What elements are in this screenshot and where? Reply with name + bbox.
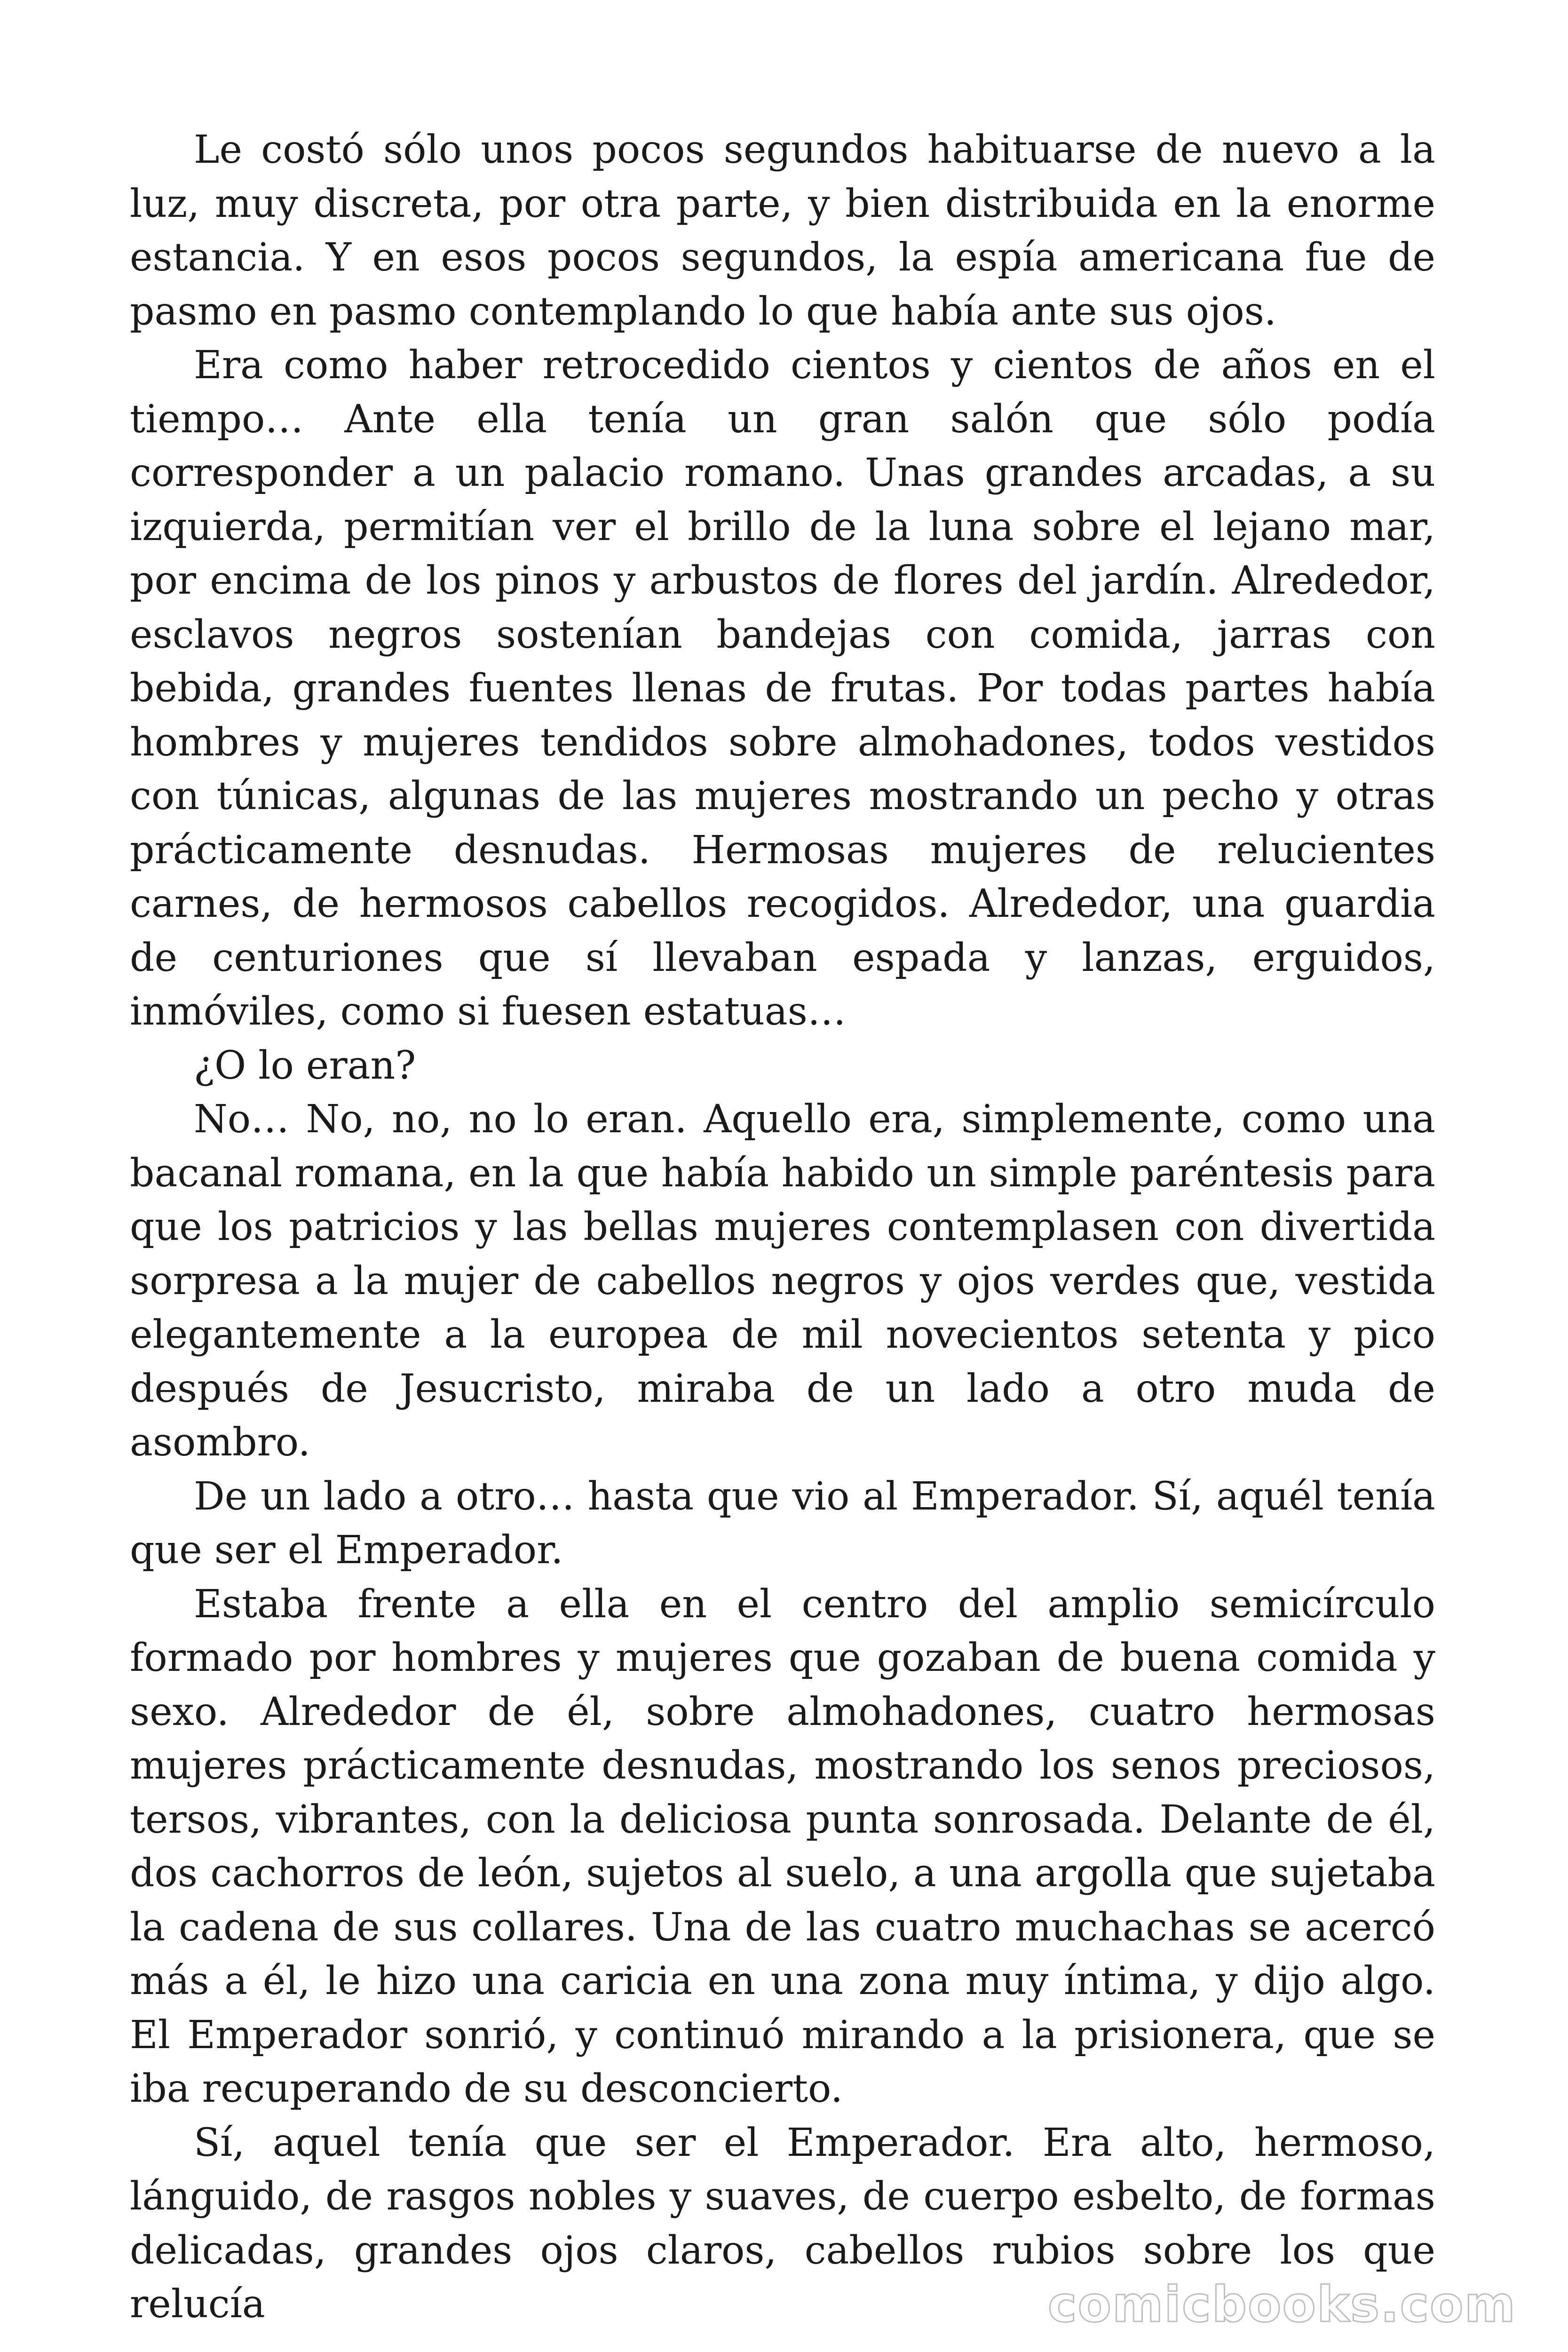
paragraph: Sí, aquel tenía que ser el Emperador. Era alto, hermoso, lánguido, de rasgos nobles y suaves, de cuerpo esbelto, de formas delicadas, grandes ojos claros, cabellos rubios sobre los que relucía bbox=[130, 2120, 1435, 2327]
paragraph: Estaba frente a ella en el centro del amplio semicírculo formado por hombres y mujeres que gozaban de buena comida y sexo. Alrededor de él, sobre almohadones, cuatro hermosas mujeres prácticamente desnudas, mostrando los senos preciosos, tersos, vibrantes, con la deliciosa punta sonrosada. Delante de él, dos cachorros de león, sujetos al suelo, a una argolla que sujetaba la cadena de sus collares. Una de las cuatro muchachas se acercó más a él, le hizo una caricia en una zona muy íntima, y dijo algo. El Emperador sonrió, y continuó mirando a la prisionera, que se iba recuperando de su desconcierto. bbox=[130, 1581, 1435, 2111]
paragraph: Era como haber retrocedido cientos y cientos de años en el tiempo… Ante ella tenía un gran salón que sólo podía corresponder a un palacio romano. Unas grandes arcadas, a su izquierda, permitían ver el brillo de la luna sobre el lejano mar, por encima de los pinos y arbustos de flores del jardín. Alrededor, esclavos negros sostenían bandejas con comida, jarras con bebida, grandes fuentes llenas de frutas. Por todas partes había hombres y mujeres tendidos sobre almohadones, todos vestidos con túnicas, algunas de las mujeres mostrando un pecho y otras prácticamente desnudas. Hermosas mujeres de relucientes carnes, de hermosos cabellos recogidos. Alrededor, una guardia de centuriones que sí llevaban espada y lanzas, erguidos, inmóviles, como si fuesen estatuas… bbox=[130, 343, 1435, 1034]
body-text bbox=[130, 123, 1435, 2332]
paragraph: No… No, no, no lo eran. Aquello era, simplemente, como una bacanal romana, en la que había habido un simple paréntesis para que los patricios y las bellas mujeres contemplasen con divertida sorpresa a la mujer de cabellos negros y ojos verdes que, vestida elegantemente a la europea de mil novecientos setenta y pico después de Jesucristo, miraba de un lado a otro muda de asombro. bbox=[130, 1097, 1435, 1465]
paragraph: ¿O lo eran? bbox=[194, 1043, 416, 1088]
paragraph: De un lado a otro… hasta que vio al Emperador. Sí, aquél tenía que ser el Emperador. bbox=[130, 1474, 1435, 1573]
paragraph: Le costó sólo unos pocos segundos habituarse de nuevo a la luz, muy discreta, por otra parte, y bien distribuida en la enorme estancia. Y en esos pocos segundos, la espía americana fue de pasmo en pasmo contemplando lo que había ante sus ojos. bbox=[130, 127, 1435, 334]
watermark-text: comicbooks.com bbox=[1047, 2276, 1516, 2333]
